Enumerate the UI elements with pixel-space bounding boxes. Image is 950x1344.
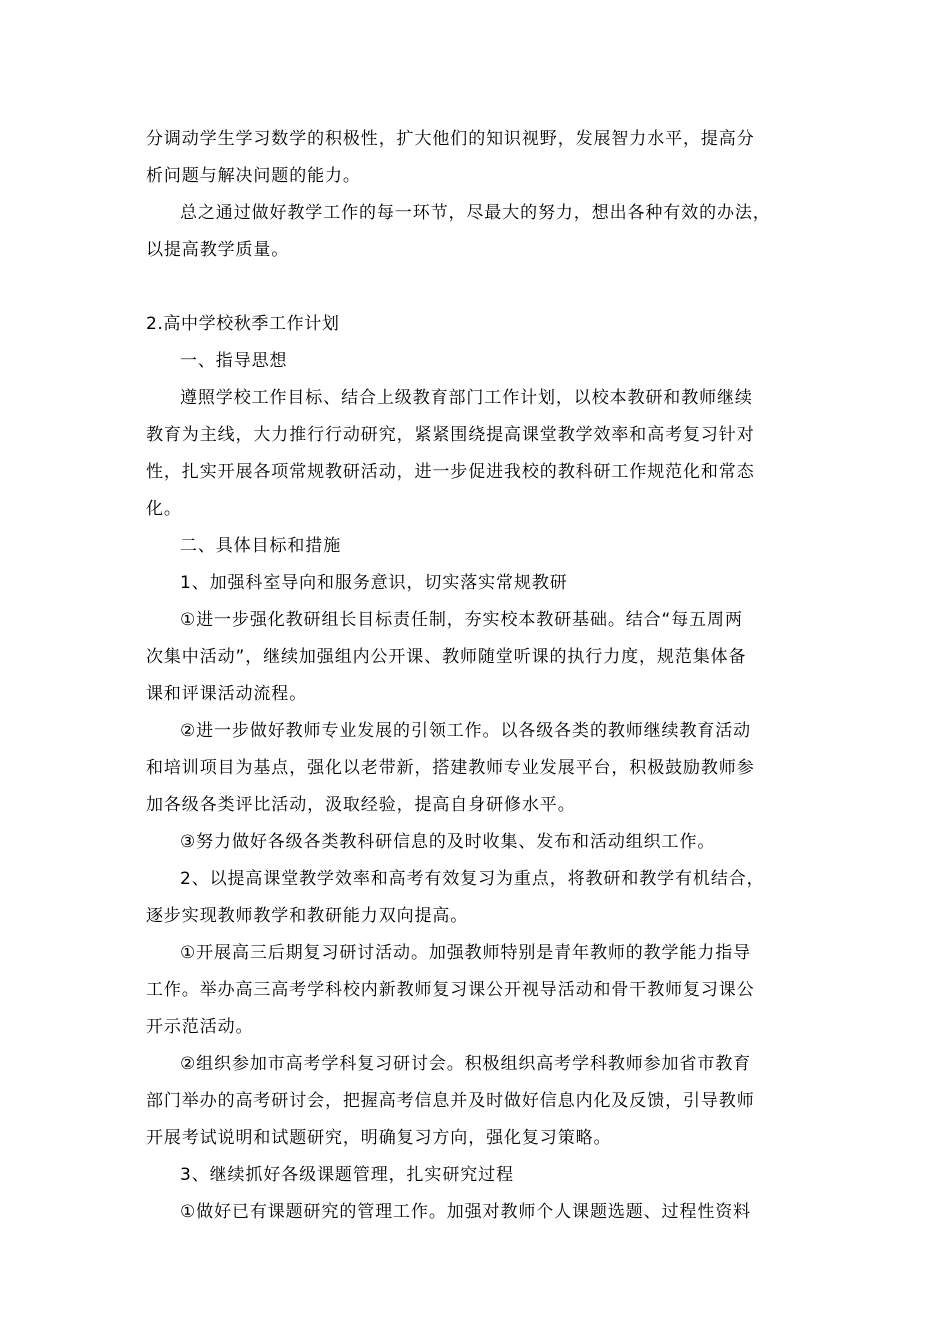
text-line: 开示范活动。 [146,1017,254,1037]
text-line: 逐步实现教师教学和教研能力双向提高。 [146,906,469,926]
paragraph-guiding [146,380,814,528]
text-line: 遵照学校工作目标、结合上级教育部门工作计划，以校本教研和教师继续 [180,388,753,408]
text-line: 以提高教学质量。 [146,240,290,260]
item-1-2 [146,713,814,824]
text-line: 部门举办的高考研讨会，把握高考信息并及时做好信息内化及反馈，引导教师 [146,1091,755,1111]
heading-guiding-ideology: 一、指导思想 [180,351,288,371]
text-line: 化。 [146,499,182,519]
text-line: 工作。举办高三高考学科校内新教师复习课公开视导活动和骨干教师复习课公 [146,980,755,1000]
text-line: 总之通过做好教学工作的每一环节，尽最大的努力，想出各种有效的办法， [180,203,771,223]
text-line: ①做好已有课题研究的管理工作。加强对教师个人课题选题、过程性资料 [180,1202,752,1222]
text-line: ①开展高三后期复习研讨活动。加强教师特别是青年教师的教学能力指导 [180,943,752,963]
text-line: 课和评课活动流程。 [146,684,308,704]
text-line: 分调动学生学习数学的积极性，扩大他们的知识视野，发展智力水平，提高分 [146,129,755,149]
text-line: 析问题与解决问题的能力。 [146,166,361,186]
blank-line [146,269,814,306]
paragraph-summary [146,195,814,269]
item-2 [146,861,814,935]
text-line: ②组织参加市高考学科复习研讨会。积极组织高考学科教师参加省市教育 [180,1054,752,1074]
text-line: 性，扎实开展各项常规教研活动，进一步促进我校的教科研工作规范化和常态 [146,462,755,482]
section-title: 2.高中学校秋季工作计划 [146,314,340,334]
text-line: 和培训项目为基点，强化以老带新，搭建教师专业发展平台，积极鼓励教师参 [146,758,755,778]
text-line: ①进一步强化教研组长目标责任制，夯实校本教研基础。结合“每五周两 [180,610,743,630]
document-page [146,121,814,1231]
text-line: ②进一步做好教师专业发展的引领工作。以各级各类的教师继续教育活动 [180,721,752,741]
heading-goals-measures: 二、具体目标和措施 [180,536,342,556]
paragraph-intro [146,121,814,195]
item-3: 3、继续抓好各级课题管理，扎实研究过程 [180,1165,514,1185]
item-1-3: ③努力做好各级各类教科研信息的及时收集、发布和活动组织工作。 [180,832,716,852]
item-2-1 [146,935,814,1046]
item-3-1 [146,1194,814,1231]
item-1-1 [146,602,814,713]
item-1: 1、加强科室导向和服务意识，切实落实常规教研 [180,573,568,593]
text-line: 加各级各类评比活动，汲取经验，提高自身研修水平。 [146,795,576,815]
text-line: 次集中活动”，继续加强组内公开课、教师随堂听课的执行力度，规范集体备 [146,647,747,667]
text-line: 2、以提高课堂教学效率和高考有效复习为重点，将教研和教学有机结合， [180,869,765,889]
item-2-2 [146,1046,814,1157]
text-line: 教育为主线，大力推行行动研究，紧紧围绕提高课堂教学效率和高考复习针对 [146,425,755,445]
text-line: 开展考试说明和试题研究，明确复习方向，强化复习策略。 [146,1128,612,1148]
